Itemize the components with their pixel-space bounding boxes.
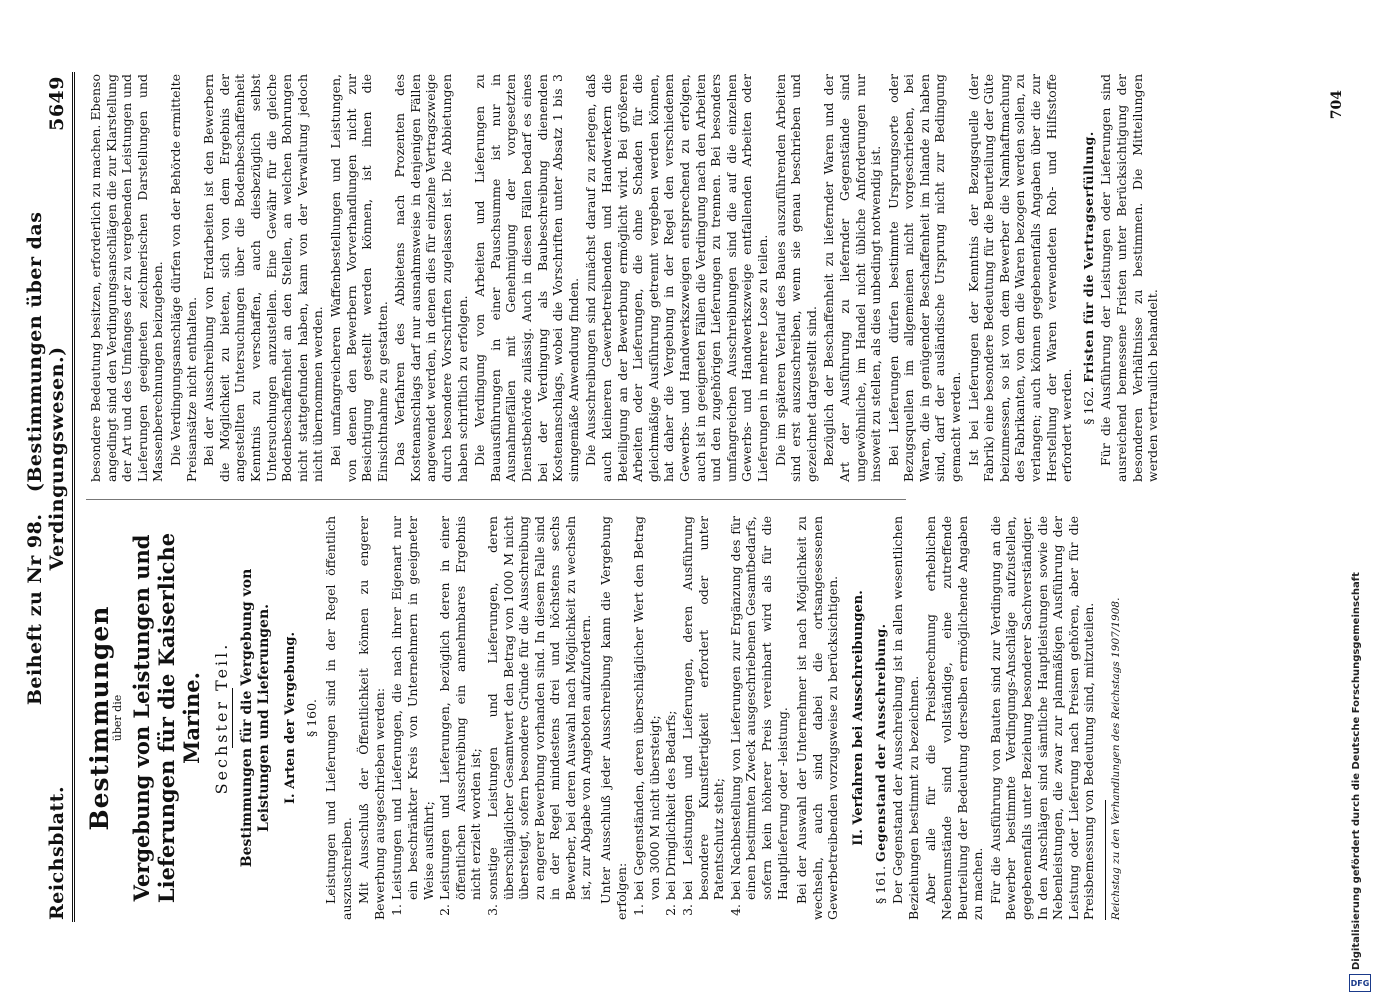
part-label: Sechster Teil.	[212, 641, 232, 795]
list-item: 3. bei Leistungen und Lieferungen, deren Ausführung besondere Kunstfertigkeit erfordert oder unter Patentschutz steht;	[680, 516, 727, 900]
list-item: 4. bei Nachbestellung von Lieferungen zur Ergänzung des für einen bestimmten Zweck ausgeschriebenen Gesamtbedarfs, sofern kein höherer Preis vereinbart wird als für die Hauptlieferung oder -leistung.	[728, 516, 790, 900]
footnote-rule	[1105, 800, 1106, 920]
list-item: 2. Leistungen und Lieferungen, bezüglich deren in einer öffentlichen Ausschreibung ein annehmbares Ergebnis nicht erzielt worden ist;	[437, 516, 484, 900]
paragraph: Die Verdingung von Arbeiten und Lieferungen zu Bauausführungen in einer Pauschsumme ist nur in Ausnahmefällen mit Genehmigung der vorgesetzten Dienstbehörde zulässig. Auch in diesen Fällen bedarf es eines bei der Verdingung als Baubeschreibung dienenden Kostenanschlags, wobei die Vorschriften unter Absatz 1 bis 3 sinngemäße Anwendung finden.	[472, 74, 581, 482]
header-rule	[72, 72, 75, 922]
running-head-left: Reichsblatt.	[46, 785, 68, 920]
paragraph-head: Fristen für die Vertragserfüllung.	[1080, 131, 1096, 383]
paragraph-with-head	[873, 516, 889, 920]
paragraph: Die Verdingungsanschläge dürfen von der Behörde ermittelte Preisansätze nicht enthalten.	[167, 74, 199, 482]
footer-page-number: 704	[1329, 90, 1345, 120]
right-column	[88, 74, 1163, 482]
paragraph: Bei der Ausschreibung von Erdarbeiten ist den Bewerbern die Möglichkeit zu bieten, sich von dem Ergebnis der angestellten Untersuchungen über die Bodenbeschaffenheit Kenntnis zu verschaffen, auch diesbezüglich selbst Untersuchungen anzustellen. Eine Gewähr für die gleiche Bodenbeschaffenheit an den Stellen, an welchen Bohrungen nicht stattgefunden haben, kann von der Verwaltung jedoch nicht übernommen werden.	[201, 74, 326, 482]
column-divider	[86, 499, 906, 500]
paragraph: Ist bei Lieferungen der Kenntnis der Bezugsquelle (der Fabrik) eine besondere Bedeutung für die Beurteilung der Güte beizumessen, so ist von dem Bewerber die Namhaftmachung des Fabrikanten, von dem die Waren bezogen werden sollen, zu verlangen; auch können gegebenenfalls Angaben über die zur Herstellung der Waren verwendeten Roh- und Hilfsstoffe erfordert werden.	[965, 74, 1075, 482]
paragraph: Bezüglich der Beschaffenheit zu liefernder Waren und der Art der Ausführung zu liefernder Gegenstände sind ungewöhnliche, im Handel nicht übliche Anforderungen nur insoweit zu stellen, als dies unbedingt notwendig ist.	[821, 74, 884, 482]
list-item: 3. sonstige Leistungen und Lieferungen, deren überschläglicher Gesamtwert den Betrag von 1000 M nicht übersteigt, sofern besondere Gründe für die Ausschreibung zu engerer Bewerbung vorhanden sind. In diesem Falle sind in der Regel mindestens drei und höchstens sechs Bewerber, bei deren Auswahl nach Möglichkeit zu wechseln ist, zur Abgabe von Angeboten aufzufordern.	[485, 516, 594, 900]
list-item: 2. bei Dringlichkeit des Bedarfs;	[663, 516, 679, 900]
short-rule	[232, 688, 233, 748]
paragraph-with-head	[1081, 74, 1097, 482]
section-heading: II. Verfahren bei Ausschreibungen.	[850, 590, 866, 846]
paragraph: Unter Ausschluß jeder Ausschreibung kann die Vergebung erfolgen:	[598, 516, 629, 920]
paragraph: Das Verfahren des Abbietens nach Prozenten des Kostenanschlags darf nur ausnahmsweise in denjenigen Fällen angewendet werden, in denen dies für einzelne Vertragszweige durch besondere Vorschriften zugelassen ist. Die Abbietungen haben schriftlich zu erfolgen.	[392, 74, 470, 482]
page-number: 5649	[46, 76, 68, 131]
enumerated-list	[389, 516, 594, 920]
section-heading: I. Arten der Vergebung.	[282, 631, 298, 805]
running-head-title: (Bestimmungen über das Verdingungswesen.)	[24, 211, 68, 571]
paragraph-number: § 161.	[872, 865, 888, 904]
paragraph: Die Ausschreibungen sind zunächst darauf zu zerlegen, daß auch kleineren Gewerbetreibenden und Handwerkern die Beteiligung an der Bewerbung ermöglicht wird. Bei größeren Arbeiten oder Lieferungen, die ohne Schaden für die gleichmäßige Ausführung getrennt vergeben werden können, hat daher die Vergebung in der Regel den verschiedenen Gewerbs- und Handwerkszweigen entsprechend zu erfolgen, auch ist in geeigneten Fällen die Verdingung nach den Arbeiten und den zugehörigen Lieferungen zu trennen. Bei besonders umfangreichen Ausschreibungen sind die auf die einzelnen Gewerbs- und Handwerkszweige entfallenden Arbeiten oder Lieferungen in mehrere Lose zu teilen.	[583, 74, 770, 482]
paragraph: Die im späteren Verlauf des Baues auszuführenden Arbeiten sind erst auszuschreiben, wenn sie genau beschrieben und gezeichnet dargestellt sind.	[772, 74, 819, 482]
paragraph: Für die Ausführung der Leistungen oder Lieferungen sind ausreichend bemessene Fristen unter Berücksichtigung der besonderen Verhältnisse zu bestimmen. Die Mitteilungen werden vertraulich behandelt.	[1098, 74, 1161, 482]
paragraph: besondere Bedeutung besitzen, erforderlich zu machen. Ebenso angedingt sind den Verdingungsanschlägen die zur Klarstellung der Art und des Umfanges der zu vergebenden Leistungen und Lieferungen geeigneten zeichnerischen Darstellungen und Massenberechnungen beizugeben.	[88, 74, 166, 482]
dfg-logo-icon: DFG	[1349, 974, 1371, 992]
list-item: 1. Leistungen und Lieferungen, die nach ihrer Eigenart nur ein beschränkter Kreis von Unternehmern in geeigneter Weise ausführt;	[389, 516, 436, 900]
paragraph: Leistungen und Lieferungen sind in der Regel öffentlich auszuschreiben.	[322, 516, 354, 920]
document-preposition: über die	[110, 694, 124, 742]
enumerated-list	[631, 516, 790, 920]
running-head	[24, 76, 68, 920]
paragraph-number: § 162.	[1080, 386, 1096, 425]
running-head-center	[24, 131, 68, 786]
paragraph: Bei Lieferungen dürfen bestimmte Ursprungsorte oder Bezugsquellen im allgemeinen nicht vorgeschrieben, bei Waren, die in genügender Beschaffenheit im Inlande zu haben sind, darf der ausländische Ursprung nicht zur Bedingung gemacht werden.	[885, 74, 964, 482]
document-title: Bestimmungen	[85, 605, 114, 831]
paragraph-number: § 160.	[304, 698, 320, 738]
paragraph: Mit Ausschluß der Öffentlichkeit können zu engerer Bewerbung ausgeschrieben werden:	[356, 516, 387, 920]
left-column	[85, 516, 1126, 920]
paragraph: Bei umfangreicheren Waffenbestellungen und Leistungen, von denen den Bewerbern Vorverhandlungen nicht zur Besichtigung gestellt werden können, ist ihnen die Einsichtnahme zu gestatten.	[327, 74, 390, 482]
part-title: Bestimmungen für die Vergebung von Leistungen und Lieferungen.	[238, 568, 272, 868]
running-head-issue: Beiheft zu Nr 98.	[24, 513, 46, 706]
paragraph: Für die Ausführung von Bauten sind zur Verdingung an die Bewerber bestimmte Verdingungs-Anschläge aufzustellen, gegebenenfalls unter Beziehung besonderer Sachverständiger. In den Anschlägen sind sämtliche Hauptleistungen sowie die Nebenleistungen, die zwar zur planmäßigen Ausführung der Leistung oder Lieferung nach Preisen gehören, aber für die Preisbemessung von Bedeutung sind, mitzuteilen.	[987, 516, 1097, 920]
paragraph: Bei der Auswahl der Unternehmer ist nach Möglichkeit zu wechseln, auch sind dabei die ortsangesessenen Gewerbetreibenden vorzugsweise zu berücksichtigen.	[794, 516, 841, 920]
footnote: Reichstag zu den Verhandlungen des Reichstags 1907/1908.	[1109, 597, 1122, 920]
paragraph-head: Gegenstand der Ausschreibung.	[872, 623, 888, 862]
paragraph: Aber alle für die Preisberechnung erheblichen Nebenumstände sind vollständige, eine zutreffende Beurteilung der Bedeutung derselben ermöglichende Angaben zu machen.	[923, 516, 986, 920]
paragraph: Der Gegenstand der Ausschreibung ist in allen wesentlichen Beziehungen bestimmt zu bezeichnen.	[890, 516, 921, 920]
list-item: 1. bei Gegenständen, deren überschläglicher Wert den Betrag von 3000 M nicht übersteigt;	[631, 516, 662, 900]
document-subtitle: Vergebung von Leistungen und Lieferungen für die Kaiserliche Marine.	[129, 532, 205, 904]
digitization-credit: Digitalisierung gefördert durch die Deutsche Forschungsgemeinschaft	[1351, 572, 1362, 970]
